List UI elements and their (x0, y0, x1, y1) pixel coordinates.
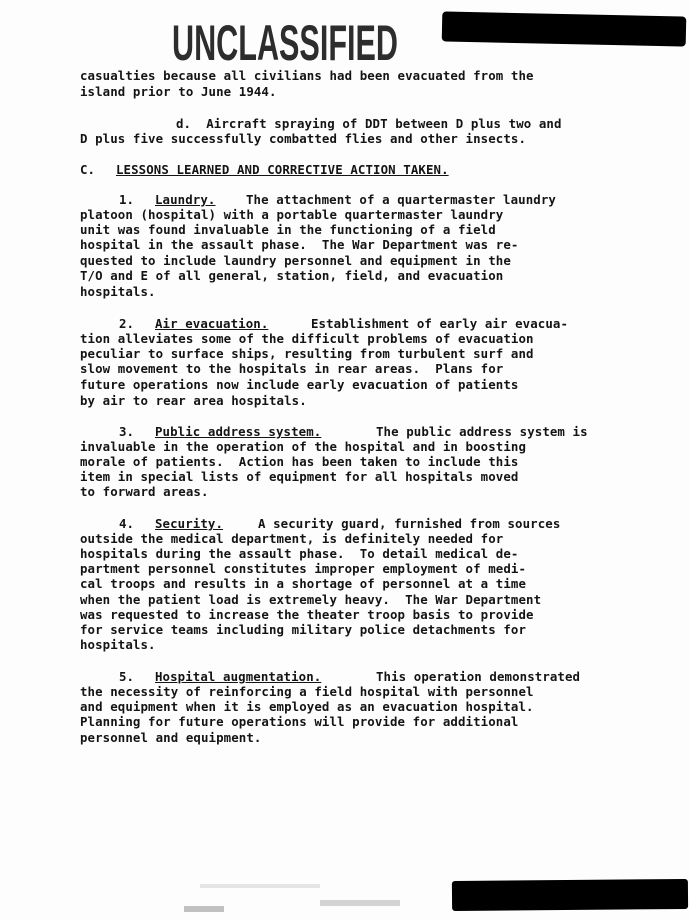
text-line: unit was found invaluable in the functioning of a field (80, 222, 496, 237)
text-line: casualties because all civilians had been evacuated from the (80, 68, 534, 83)
text-line: slow movement to the hospitals in rear areas. Plans for (80, 361, 504, 376)
text-line: item in special lists of equipment for all hospitals moved (80, 469, 519, 484)
text-line: hospitals. (80, 637, 156, 652)
text-line: hospital in the assault phase. The War Department was re- (80, 237, 519, 252)
text-line: T/O and E of all general, station, field, and evacuation (80, 268, 504, 283)
text-line: The public address system is (376, 424, 588, 439)
section-letter: C. (80, 162, 96, 177)
item-title-security: Security. (155, 516, 224, 531)
text-line: outside the medical department, is definitely needed for (80, 531, 504, 546)
text-line: The attachment of a quartermaster laundry (246, 192, 556, 207)
item-number: 5. (119, 669, 135, 684)
text-line: island prior to June 1944. (80, 84, 277, 99)
redaction-bar-bottom (452, 879, 688, 911)
text-line: cal troops and results in a shortage of personnel at a time (80, 576, 527, 591)
text-line: the necessity of reinforcing a field hospital with personnel (80, 684, 534, 699)
text-line: D plus five successfully combatted flies and other insects. (80, 131, 527, 146)
bottom-smudge-mid (320, 900, 400, 906)
text-line: was requested to increase the theater troop basis to provide (80, 607, 534, 622)
text-line: personnel and equipment. (80, 730, 262, 745)
text-line: hospitals. (80, 284, 156, 299)
text-line: morale of patients. Action has been taken to include this (80, 454, 519, 469)
item-title-air-evacuation: Air evacuation. (155, 316, 269, 331)
item-title-public-address-system: Public address system. (155, 424, 322, 439)
item-title-laundry: Laundry. (155, 192, 216, 207)
bottom-smudge-center (200, 884, 320, 888)
text-line: for service teams including military police detachments for (80, 622, 527, 637)
text-line: when the patient load is extremely heavy. The War Department (80, 592, 542, 607)
stamp-text: UNCLASSIFIED (172, 15, 398, 71)
section-heading: LESSONS LEARNED AND CORRECTIVE ACTION TAKEN. (116, 162, 449, 177)
item-title-hospital-augmentation: Hospital augmentation. (155, 669, 322, 684)
redaction-bar-top (442, 11, 687, 46)
text-line: to forward areas. (80, 484, 209, 499)
text-line: quested to include laundry personnel and equipment in the (80, 253, 511, 268)
text-line: This operation demonstrated (376, 669, 581, 684)
unclassified-stamp (168, 8, 403, 72)
text-line: invaluable in the operation of the hospital and in boosting (80, 439, 527, 454)
bottom-smudge-left (184, 906, 224, 912)
item-number: 3. (119, 424, 135, 439)
text-line: by air to rear area hospitals. (80, 393, 307, 408)
text-line: hospitals during the assault phase. To detail medical de- (80, 546, 519, 561)
text-line: peculiar to surface ships, resulting from turbulent surf and (80, 346, 534, 361)
text-line: Planning for future operations will provide for additional (80, 714, 519, 729)
text-line: partment personnel constitutes improper employment of medi- (80, 561, 527, 576)
text-line: platoon (hospital) with a portable quartermaster laundry (80, 207, 504, 222)
text-line: tion alleviates some of the difficult problems of evacuation (80, 331, 534, 346)
text-line: future operations now include early evacuation of patients (80, 377, 519, 392)
item-number: 2. (119, 316, 135, 331)
text-line: and equipment when it is employed as an evacuation hospital. (80, 699, 534, 714)
text-line: d. Aircraft spraying of DDT between D plus two and (176, 116, 562, 131)
text-line: Establishment of early air evacua- (311, 316, 569, 331)
text-line: A security guard, furnished from sources (258, 516, 561, 531)
item-number: 1. (119, 192, 135, 207)
item-number: 4. (119, 516, 135, 531)
